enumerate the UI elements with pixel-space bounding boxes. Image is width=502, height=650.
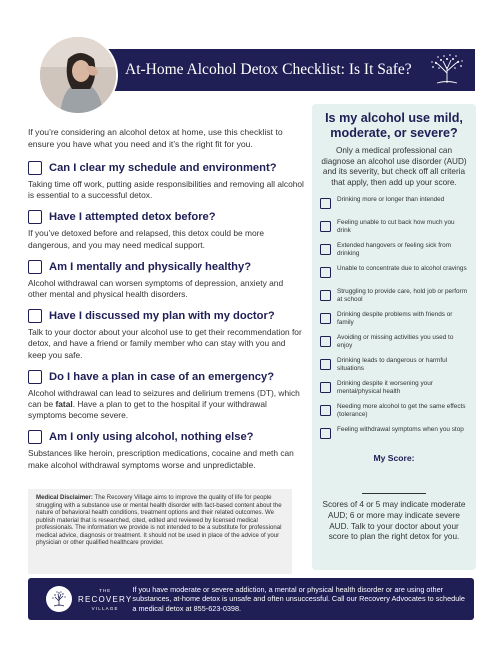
checklist-answer: If you’ve detoxed before and relapsed, this detox could be more dangerous, and you may need medical support. (28, 228, 265, 250)
checkbox[interactable] (28, 161, 42, 175)
criterion-item: Feeling withdrawal symptoms when you stop (320, 426, 468, 449)
checklist-item (28, 370, 304, 422)
checklist-question: Do I have a plan in case of an emergency? (49, 370, 275, 383)
checkbox[interactable] (28, 309, 42, 323)
checkbox[interactable] (320, 428, 331, 439)
checklist-item (28, 210, 304, 250)
tree-logo-icon (46, 586, 72, 612)
criterion-item: Needing more alcohol to get the same effects (tolerance) (320, 403, 468, 426)
checkbox[interactable] (320, 336, 331, 347)
medical-disclaimer (28, 489, 292, 574)
checkbox[interactable] (320, 382, 331, 393)
score-note: Scores of 4 or 5 may indicate moderate AUD; 6 or more may indicate severe AUD. Talk to your doctor about your score to plan the right detox for you. (322, 500, 466, 542)
criterion-item: Avoiding or missing activities you used to enjoy (320, 334, 468, 357)
tree-logo-icon (427, 53, 467, 87)
severity-panel (312, 104, 476, 570)
checkbox[interactable] (320, 290, 331, 301)
checklist-column (28, 127, 304, 480)
checklist-answer: Taking time off work, putting aside responsibilities and removing all alcohol is essential to a successful detox. (28, 179, 304, 201)
checkbox[interactable] (320, 244, 331, 255)
checkbox[interactable] (320, 405, 331, 416)
criterion-item: Drinking leads to dangerous or harmful situations (320, 357, 468, 380)
checklist-item (28, 430, 304, 470)
criterion-item: Feeling unable to cut back how much you drink (320, 219, 468, 242)
checkbox[interactable] (28, 260, 42, 274)
intro-text: If you’re considering an alcohol detox at home, use this checklist to ensure you have what you need and it’s the right fit for you. (28, 127, 283, 149)
checkbox[interactable] (320, 313, 331, 324)
checklist-answer: Alcohol withdrawal can lead to seizures and delirium tremens (DT), which can be fatal. Have a plan to get to the hospital if your withdrawal symptoms become severe. (28, 387, 300, 421)
checklist-item (28, 309, 304, 361)
checkbox[interactable] (320, 198, 331, 209)
criterion-item: Drinking despite problems with friends or family (320, 311, 468, 334)
checklist-answer: Substances like heroin, prescription medications, cocaine and meth can make alcohol withdrawal symptoms worse and unpredictable. (28, 448, 294, 470)
checklist-answer: Talk to your doctor about your alcohol use to get their recommendation for detox, and have a friend or family member who can stay with you and keep you safe. (28, 327, 302, 360)
criterion-item: Extended hangovers or feeling sick from drinking (320, 242, 468, 265)
checkbox[interactable] (320, 221, 331, 232)
checklist-question: Can I clear my schedule and environment? (49, 162, 277, 174)
criterion-item: Drinking despite it worsening your mental/physical health (320, 380, 468, 403)
footer-message: If you have moderate or severe addiction, a mental or physical health disorder or are using other substances, at-home detox is unsafe and often unsuccessful. Call our Recovery Advocates to schedule a medical detox at 855-623-0398. (132, 584, 465, 613)
disclaimer-text: The Recovery Village aims to improve the quality of life for people struggling with a substance use or mental health disorder with fact-based content about the nature of behavioral health conditions, treatment options and their related outcomes. We publish material that is researched, cited, edited and reviewed by licensed medical professionals. The information we provide is not intended to be a substitute for professional medical advice, diagnosis or treatment. It should not be used in place of the advice of your physician or other qualified healthcare provider. (36, 494, 282, 546)
panel-intro: Only a medical professional can diagnose an alcohol use disorder (AUD) and its severity, but check off all criteria that apply, then add up your score. (321, 146, 467, 187)
woman-photo (38, 35, 118, 115)
checkbox[interactable] (28, 370, 42, 384)
checkbox[interactable] (28, 210, 42, 224)
criterion-item: Drinking more or longer than intended (320, 196, 468, 219)
checklist-item (28, 161, 304, 201)
checkbox[interactable] (320, 359, 331, 370)
score-write-line[interactable] (362, 493, 426, 494)
score-label: My Score: (373, 453, 415, 464)
panel-title: Is my alcohol use mild, moderate, or severe? (325, 111, 463, 140)
criterion-item: Struggling to provide care, hold job or perform at school (320, 288, 468, 311)
checklist-question: Am I mentally and physically healthy? (49, 260, 252, 273)
criterion-item: Unable to concentrate due to alcohol cravings (320, 265, 468, 288)
recovery-village-logo: THE RECOVERY VILLAGE (28, 586, 132, 613)
checklist-question: Have I discussed my plan with my doctor? (49, 310, 275, 323)
checklist-question: Have I attempted detox before? (49, 211, 216, 224)
checkbox[interactable] (320, 267, 331, 278)
checkbox[interactable] (28, 430, 42, 444)
checklist-answer: Alcohol withdrawal can worsen symptoms of depression, anxiety and other mental and physical health disorders. (28, 277, 284, 300)
disclaimer-label: Medical Disclaimer: (36, 494, 93, 501)
footer-banner (28, 578, 474, 620)
checklist-item (28, 260, 304, 300)
checklist-question: Am I only using alcohol, nothing else? (49, 431, 254, 444)
emphasis-fatal: fatal (55, 399, 73, 410)
header-banner (95, 49, 475, 91)
page-title: At-Home Alcohol Detox Checklist: Is It Safe? (125, 61, 412, 78)
